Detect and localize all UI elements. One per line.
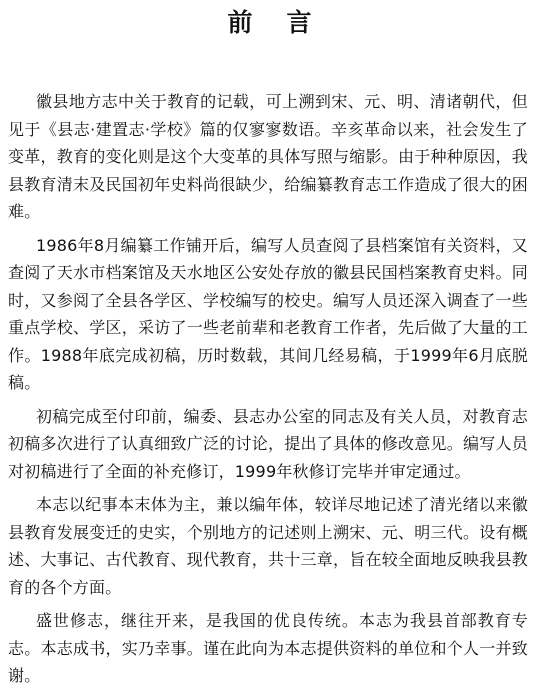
paragraph-4: 本志以纪事本末体为主，兼以编年体，较详尽地记述了清光绪以来徽县教育发展变迁的史实，个别地方的记述则上溯宋、元、明三代。设有概述、大事记、古代教育、现代教育，共十三章，旨在较全面地反映我县教育的各个方面。 bbox=[8, 495, 528, 597]
page-title: 前言 bbox=[227, 8, 346, 37]
paragraph-3: 初稿完成至付印前，编委、县志办公室的同志及有关人员，对教育志初稿多次进行了认真细致广泛的讨论，提出了具体的修改意见。编写人员对初稿进行了全面的补充修订，1999年秋修订完毕并审定通过。 bbox=[8, 406, 528, 481]
preface-body bbox=[8, 88, 528, 696]
paragraph-2: 1986年8月编纂工作铺开后，编写人员查阅了县档案馆有关资料，又查阅了天水市档案馆及天水地区公安处存放的徽县民国档案教育史料。同时，又参阅了全县各学区、学校编写的校史。编写人员还深入调查了一些重点学校、学区，采访了一些老前辈和老教育工作者，先后做了大量的工作。1988年底完成初稿，历时数载，其间几经易稿，于1999年6月底脱稿。 bbox=[8, 235, 528, 392]
paragraph-1: 徽县地方志中关于教育的记载，可上溯到宋、元、明、清诸朝代，但见于《县志·建置志·学校》篇的仅寥寥数语。辛亥革命以来，社会发生了变革，教育的变化则是这个大变革的具体写照与缩影。由于种种原因，我县教育清末及民国初年史料尚很缺少，给编纂教育志工作造成了很大的困难。 bbox=[8, 92, 528, 221]
paragraph-5: 盛世修志，继往开来，是我国的优良传统。本志为我县首部教育专志。本志成书，实乃幸事。谨在此向为本志提供资料的单位和个人一并致谢。 bbox=[8, 611, 528, 685]
